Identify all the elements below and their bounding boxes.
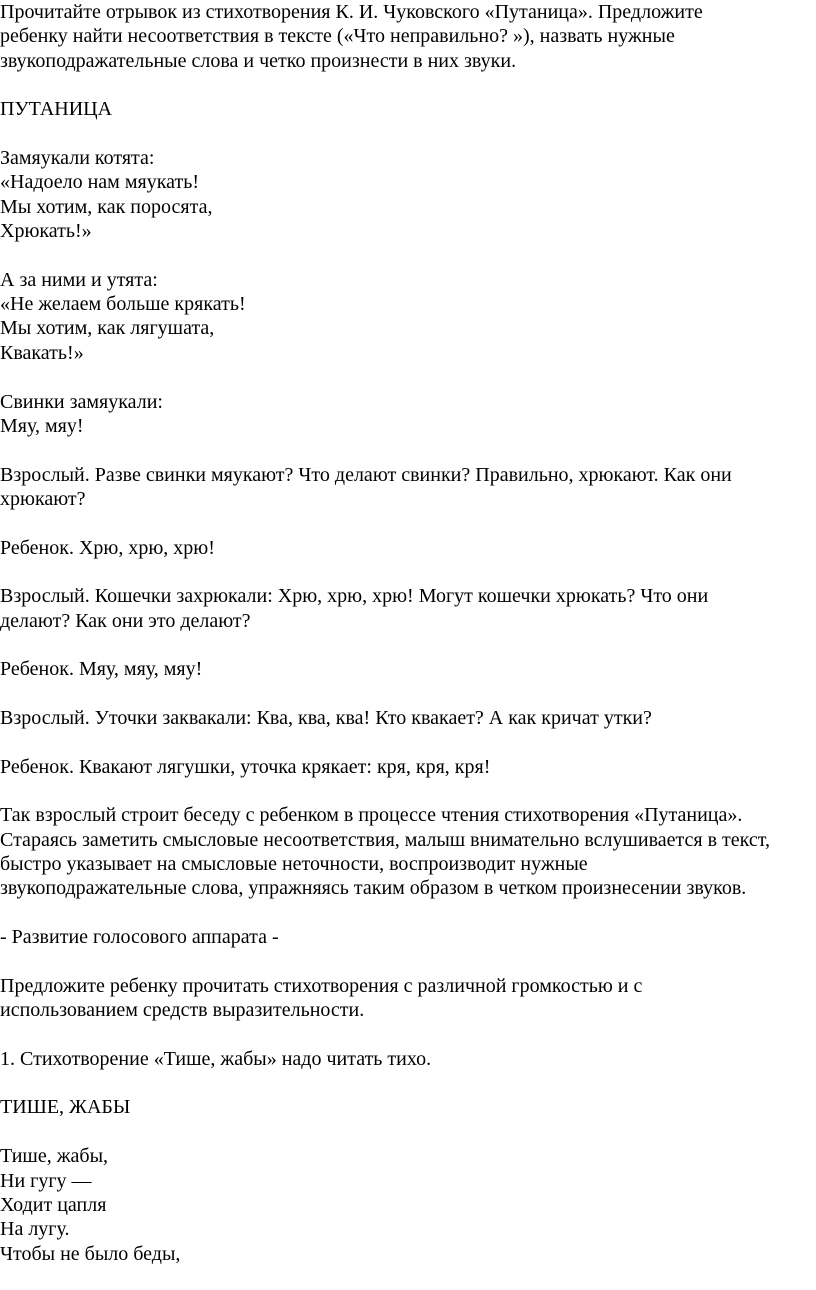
text-line: Взрослый. Кошечки захрюкали: Хрю, хрю, хрю! Могут кошечки хрюкать? Что они <box>0 585 709 608</box>
text-line: Взрослый. Уточки заквакали: Ква, ква, ква! Кто квакает? А как кричат утки? <box>0 706 652 729</box>
text-line: Мы хотим, как поросята, <box>0 195 213 218</box>
paragraph <box>0 974 810 1023</box>
text-line: Ребенок. Мяу, мяу, мяу! <box>0 658 203 681</box>
text-line: - Развитие голосового аппарата - <box>0 926 279 949</box>
paragraph <box>0 268 810 365</box>
text-line: ТИШЕ, ЖАБЫ <box>0 1096 131 1119</box>
text-line: 1. Стихотворение «Тише, жабы» надо читать тихо. <box>0 1047 432 1070</box>
text-line: Свинки замяукали: <box>0 390 163 413</box>
text-line: Ходит цапля <box>0 1193 107 1216</box>
paragraph <box>0 146 810 243</box>
text-line: Мы хотим, как лягушата, <box>0 317 215 340</box>
text-line: хрюкают? <box>0 487 86 510</box>
text-line: Ни гугу — <box>0 1169 92 1192</box>
text-line: Чтобы не было беды, <box>0 1242 181 1265</box>
text-line: использованием средств выразительности. <box>0 999 365 1022</box>
text-line: Взрослый. Разве свинки мяукают? Что делают свинки? Правильно, хрюкают. Как они <box>0 463 732 486</box>
text-line: звукоподражательные слова и четко произнести в них звуки. <box>0 49 517 72</box>
text-line: Предложите ребенку прочитать стихотворения с различной громкостью и с <box>0 974 643 997</box>
text-line: быстро указывает на смысловые неточности, воспроизводит нужные <box>0 853 588 876</box>
text-line: Мяу, мяу! <box>0 414 84 437</box>
paragraph <box>0 1095 810 1119</box>
text-line: делают? Как они это делают? <box>0 609 251 632</box>
paragraph <box>0 463 810 512</box>
text-line: Прочитайте отрывок из стихотворения К. И. Чуковского «Путаница». Предложите <box>0 1 703 23</box>
text-line: Стараясь заметить смысловые несоответствия, малыш внимательно вслушивается в текст, <box>0 828 771 851</box>
text-line: Так взрослый строит беседу с ребенком в процессе чтения стихотворения «Путаница». <box>0 804 743 827</box>
text-line: Ребенок. Хрю, хрю, хрю! <box>0 536 215 559</box>
paragraph <box>0 1047 810 1071</box>
paragraph <box>0 706 810 730</box>
paragraph <box>0 925 810 949</box>
text-line: Тише, жабы, <box>0 1145 109 1168</box>
text-line: Ребенок. Квакают лягушки, уточка крякает: кря, кря, кря! <box>0 755 491 778</box>
paragraph <box>0 1144 810 1266</box>
text-line: Замяукали котята: <box>0 147 155 170</box>
text-line: А за ними и утята: <box>0 268 158 291</box>
paragraph <box>0 97 810 121</box>
text-line: звукоподражательные слова, упражняясь таким образом в четком произнесении звуков. <box>0 877 747 900</box>
paragraph <box>0 390 810 439</box>
text-line: «Надоело нам мяукать! <box>0 171 199 194</box>
paragraph <box>0 755 810 779</box>
paragraph <box>0 536 810 560</box>
paragraph <box>0 584 810 633</box>
text-line: На лугу. <box>0 1218 70 1241</box>
text-line: Хрюкать!» <box>0 220 92 243</box>
text-line: Квакать!» <box>0 341 84 364</box>
text-line: ребенку найти несоответствия в тексте («Что неправильно? »), назвать нужные <box>0 25 675 48</box>
paragraph <box>0 0 810 73</box>
paragraph <box>0 657 810 681</box>
text-line: «Не желаем больше крякать! <box>0 293 246 316</box>
text-line: ПУТАНИЦА <box>0 98 113 121</box>
paragraph <box>0 803 810 900</box>
